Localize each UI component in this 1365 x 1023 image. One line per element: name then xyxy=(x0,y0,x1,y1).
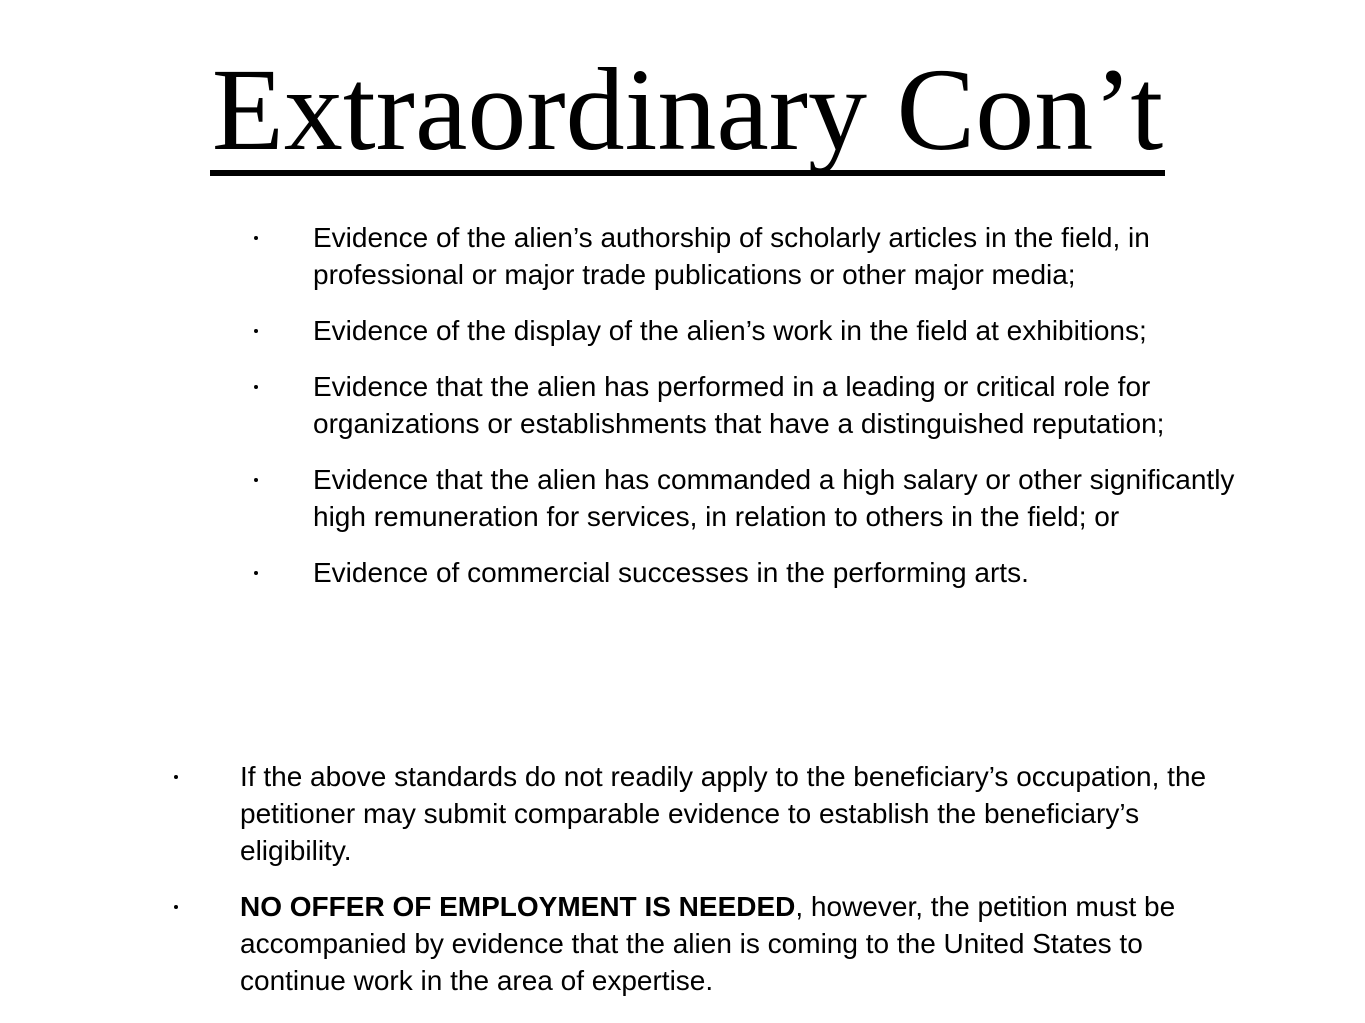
sub-bullet-text: Evidence of commercial successes in the performing arts. xyxy=(313,557,1029,588)
sub-bullet-item xyxy=(313,461,1243,535)
bullet-dot-icon xyxy=(174,775,178,779)
bullet-dot-icon xyxy=(174,905,178,909)
bullet-dot-icon xyxy=(254,571,258,575)
sub-bullet-text: Evidence that the alien has performed in a leading or critical role for organizations or establishments that have a distinguished reputation; xyxy=(313,371,1165,439)
sub-bullet-item xyxy=(313,312,1243,349)
main-bullet-list xyxy=(240,758,1240,1018)
sub-bullet-list xyxy=(313,219,1243,610)
main-bullet-item xyxy=(240,758,1240,869)
sub-bullet-item xyxy=(313,554,1243,591)
bullet-dot-icon xyxy=(254,385,258,389)
bullet-dot-icon xyxy=(254,236,258,240)
main-bullet-item xyxy=(240,888,1240,999)
bullet-dot-icon xyxy=(254,329,258,333)
slide-title: Extraordinary Con’t xyxy=(211,44,1164,175)
main-bullet-emphasis: NO OFFER OF EMPLOYMENT IS NEEDED xyxy=(240,891,796,922)
bullet-dot-icon xyxy=(254,478,258,482)
sub-bullet-item xyxy=(313,368,1243,442)
sub-bullet-text: Evidence of the display of the alien’s work in the field at exhibitions; xyxy=(313,315,1147,346)
main-bullet-text: If the above standards do not readily apply to the beneficiary’s occupation, the petitioner may submit comparable evidence to establish the beneficiary’s eligibility. xyxy=(240,761,1207,866)
sub-bullet-text: Evidence that the alien has commanded a high salary or other significantly high remuneration for services, in relation to others in the field; or xyxy=(313,464,1235,532)
sub-bullet-text: Evidence of the alien’s authorship of scholarly articles in the field, in professional or major trade publications or other major media; xyxy=(313,222,1150,290)
title-container xyxy=(0,44,1365,176)
sub-bullet-item xyxy=(313,219,1243,293)
main-bullet-text: , however, the petition must be accompanied by evidence that the alien is coming to the United States to continue work in the area of expertise. xyxy=(240,891,1176,996)
